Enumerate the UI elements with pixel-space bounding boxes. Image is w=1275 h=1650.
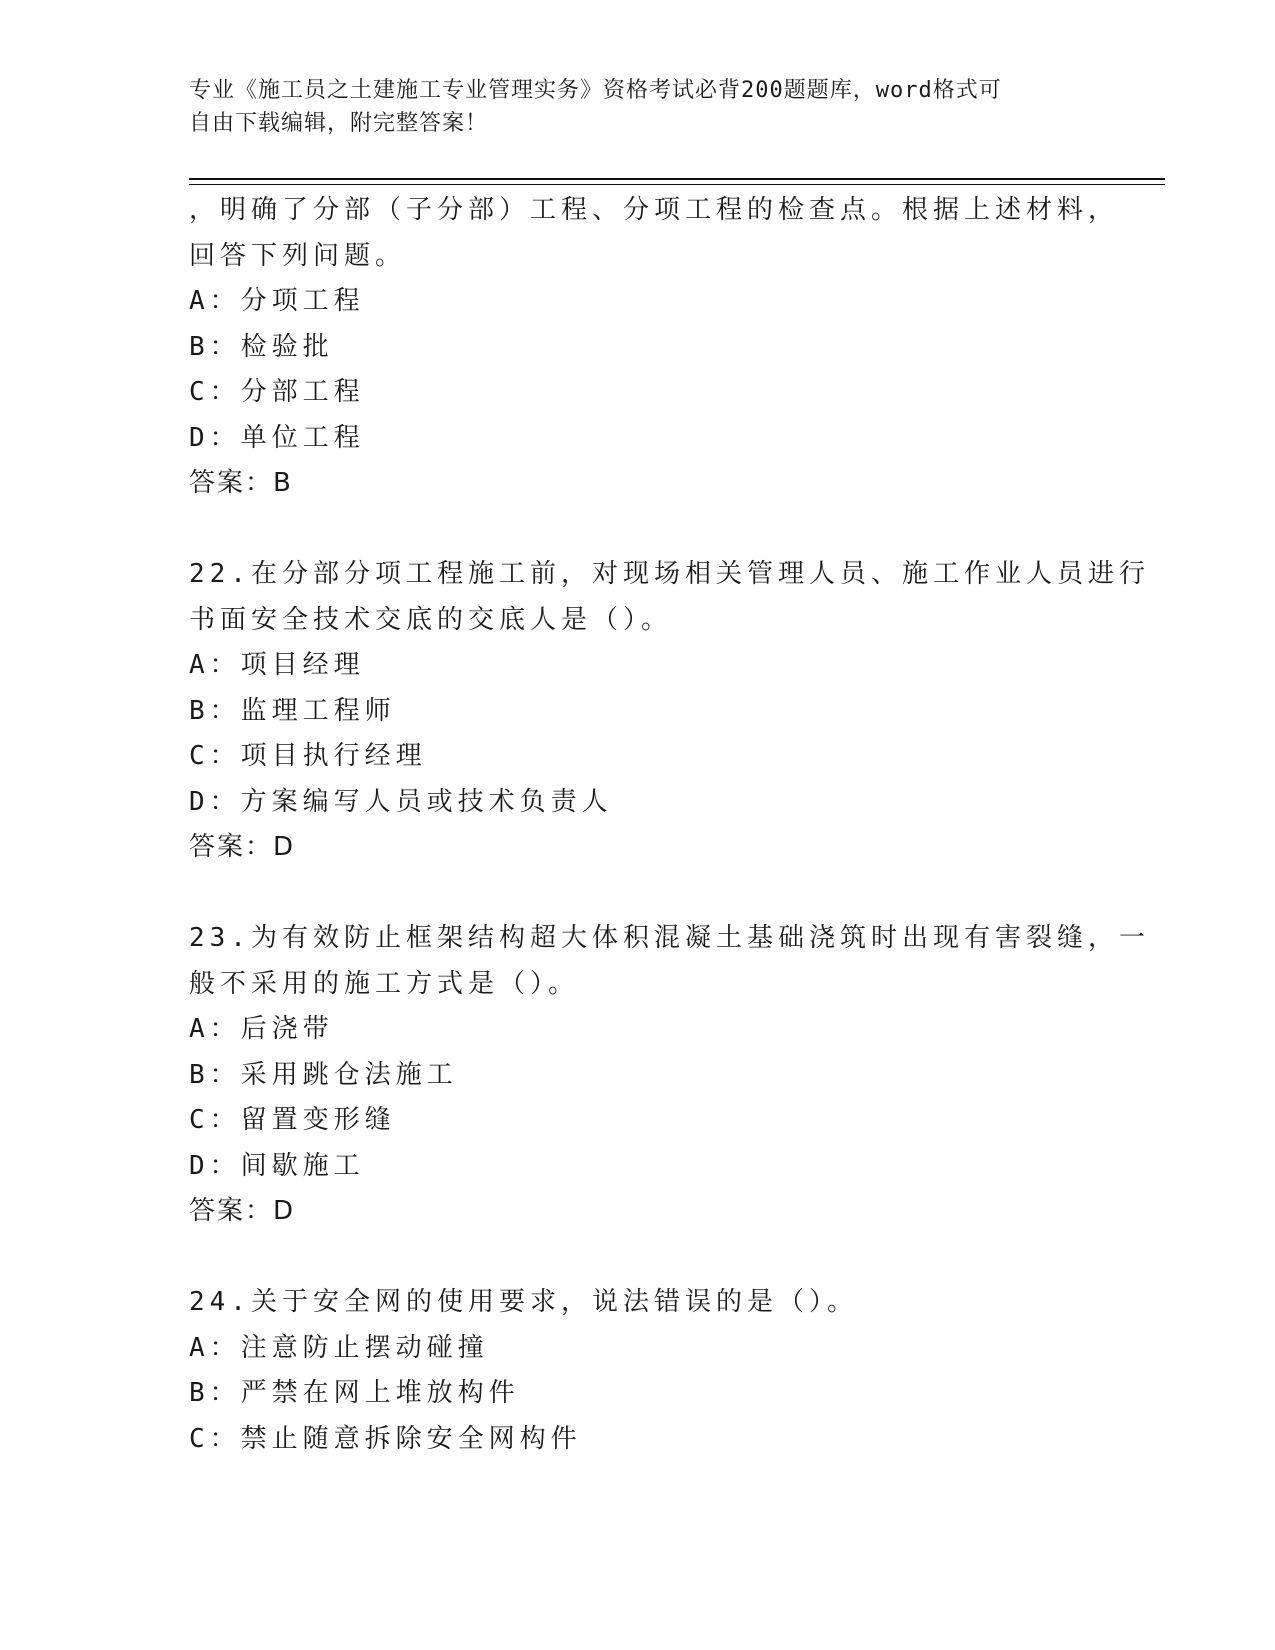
option-b: B：监理工程师: [189, 695, 396, 726]
page-header: [189, 74, 1089, 140]
question-stem-line: 22.在分部分项工程施工前，对现场相关管理人员、施工作业人员进行: [189, 559, 1150, 589]
answer-line: 答案：B: [189, 468, 293, 498]
option-c: C：项目执行经理: [189, 741, 427, 771]
option-a: A：注意防止摆动碰撞: [189, 1332, 489, 1363]
spacer: [189, 871, 1089, 917]
question-22: [189, 552, 1150, 871]
option-d: D：单位工程: [189, 422, 365, 453]
question-21-continued: [189, 188, 1120, 507]
header-line-1: 专业《施工员之土建施工专业管理实务》资格考试必背200题题库，word格式可: [189, 78, 1002, 103]
header-rule: [189, 178, 1165, 180]
spacer: [189, 1235, 1089, 1281]
spacer: [189, 507, 1089, 553]
option-a: A：分项工程: [189, 286, 365, 316]
header-rule-thin: [189, 184, 1165, 185]
question-stem-line: ，明确了分部（子分部）工程、分项工程的检查点。根据上述材料，: [189, 195, 1120, 225]
question-stem-line: 23.为有效防止框架结构超大体积混凝土基础浇筑时出现有害裂缝，一: [189, 923, 1150, 953]
option-b: B：严禁在网上堆放构件: [189, 1378, 520, 1408]
option-c: C：留置变形缝: [189, 1105, 396, 1135]
question-stem-line: 书面安全技术交底的交底人是（）。: [189, 604, 673, 635]
option-c: C：分部工程: [189, 377, 365, 407]
option-c: C：禁止随意拆除安全网构件: [189, 1423, 582, 1454]
question-stem-line: 回答下列问题。: [189, 240, 407, 271]
option-a: A：项目经理: [189, 650, 365, 680]
question-content: [189, 188, 1150, 1462]
question-23: [189, 916, 1150, 1235]
question-stem-line: 24.关于安全网的使用要求，说法错误的是（）。: [189, 1287, 858, 1317]
option-a: A：后浇带: [189, 1014, 334, 1044]
option-b: B：检验批: [189, 331, 334, 362]
header-line-2: 自由下载编辑，附完整答案！: [189, 111, 489, 136]
answer-line: 答案：D: [189, 1196, 296, 1226]
option-d: D：方案编写人员或技术负责人: [189, 786, 613, 817]
option-d: D：间歇施工: [189, 1150, 365, 1181]
option-b: B：采用跳仓法施工: [189, 1059, 458, 1090]
answer-line: 答案：D: [189, 832, 296, 862]
question-stem-line: 般不采用的施工方式是（）。: [189, 968, 580, 999]
question-24: [189, 1280, 1089, 1462]
